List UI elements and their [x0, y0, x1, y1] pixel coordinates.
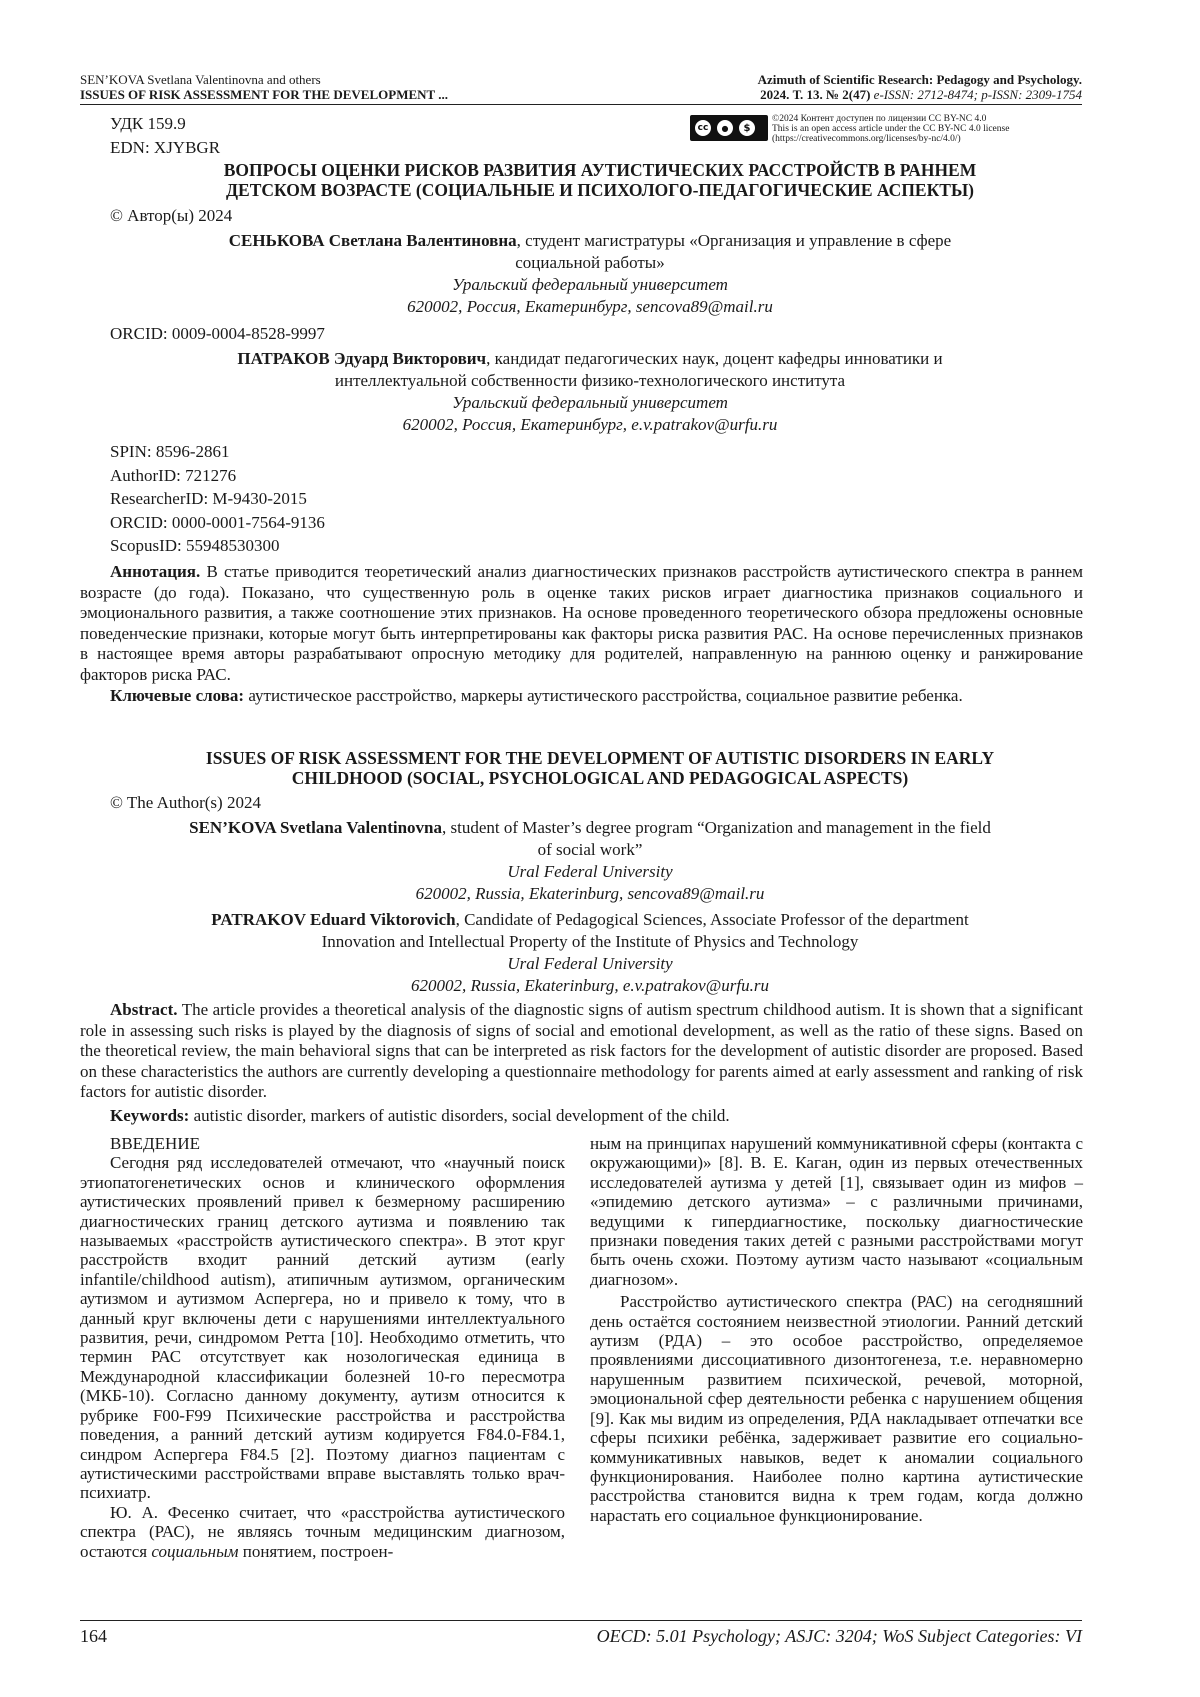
- header-divider: [80, 104, 1082, 105]
- body-column-left: [80, 1134, 565, 1561]
- en-author-1-name: SEN’KOVA Svetlana Valentinovna: [189, 818, 442, 837]
- en-author-1: [90, 817, 1090, 905]
- running-header-left: [80, 72, 600, 102]
- body-column-right: [590, 1134, 1083, 1525]
- running-header-right: [622, 72, 1082, 102]
- ru-title-line-1: ВОПРОСЫ ОЦЕНКИ РИСКОВ РАЗВИТИЯ АУТИСТИЧЕСКИХ РАССТРОЙСТВ В РАННЕМ: [223, 160, 977, 180]
- orcid-id: ORCID: 0000-0001-7564-9136: [110, 512, 325, 532]
- page-number: 164: [80, 1626, 107, 1646]
- ru-author-2-position: , кандидат педагогических наук, доцент кафедры инноватики и: [486, 349, 943, 368]
- body-paragraph: Ю. А. Фесенко считает, что «расстройства аутистического спектра (РАС), не являясь точным медицинским диагнозом, остаются социальным понятием, построен-: [80, 1502, 565, 1561]
- by-icon: ●: [715, 118, 735, 138]
- ru-keywords-label: Ключевые слова:: [110, 686, 245, 705]
- en-title: [100, 748, 1100, 788]
- body-paragraph: Сегодня ряд исследователей отмечают, что «научный поиск этиопатогенетических основ и клинического оформления аутистических проявлений привел к безмерному расширению диагностических границ детского аутизма и появлению так называемых «расстройств аутистического спектра». В этот круг расстройств входит ранний детский аутизм (early infantile/childhood autism), атипичным аутизмом, органическим аутизмом и аутизмом Аспергера, но и привело к тому, что в данный круг включены дети с нарушениями интеллектуального развития, речи, синдромом Ретта [10]. Необходимо отметить, что термин РАС отсутствует как нозологическая единица в Международной классификации болезней 10-го пересмотра (МКБ-10). Согласно данному документу, аутизм относится к рубрике F00-F99 Психические расстройства и расстройства поведения, а ранний детский аутизм кодируется F84.0-F84.1, синдром Аспергера F84.5 [2]. Поэтому диагноз пациентам с аутистическими расстройствами вправе выставлять только врач-психиатр.: [80, 1153, 565, 1503]
- article-identifiers: [110, 112, 220, 160]
- nc-icon: $: [737, 118, 757, 138]
- en-title-line-2: CHILDHOOD (SOCIAL, PSYCHOLOGICAL AND PEDAGOGICAL ASPECTS): [291, 768, 909, 788]
- ru-title: [100, 160, 1100, 200]
- ru-author-1-position: , студент магистратуры «Организация и управление в сфере: [516, 231, 952, 250]
- researcher-id: ResearcherID: M-9430-2015: [110, 489, 307, 508]
- license-line-ru: ©2024 Контент доступен по лицензии CC BY-NC 4.0: [772, 114, 987, 124]
- header-volume: 2024. Т. 13. № 2(47): [760, 87, 871, 102]
- en-author-2-address: 620002, Russia, Ekaterinburg, e.v.patrakov@urfu.ru: [411, 976, 769, 995]
- ru-author-1-university: Уральский федеральный университет: [452, 275, 728, 294]
- header-journal: Azimuth of Scientific Research: Pedagogy and Psychology.: [757, 72, 1082, 87]
- en-keywords-label: Keywords:: [110, 1106, 190, 1125]
- body-paragraph: Расстройство аутистического спектра (РАС) на сегодняшний день остаётся состоянием неизвестной этиологии. Ранний детский аутизм (РДА) – это особое расстройство, определяемое проявлениями диссоциативного дизонтогенеза, т.е. неравномерно нарушенным развитием психической, речевой, моторной, эмоциональной сфер деятельности ребенка с нарушением общения [9]. Как мы видим из определения, РДА накладывает отпечатки все сферы психики ребёнка, задерживает развитие его социально-коммуникативных навыков, ведет к аномалии социального функционирования. Наиболее полно картина аутистические расстройства становится видна к трем годам, когда должно нарастать его социальное функционирование.: [590, 1292, 1083, 1525]
- spin-id: SPIN: 8596-2861: [110, 442, 230, 461]
- license-text: [772, 114, 1092, 144]
- author-ids: [110, 440, 325, 558]
- ru-author-1-address: 620002, Россия, Екатеринбург, sencova89@mail.ru: [407, 297, 773, 316]
- header-issn: e-ISSN: 2712-8474; p-ISSN: 2309-1754: [870, 87, 1082, 102]
- ru-author-1-orcid: ORCID: 0009-0004-8528-9997: [110, 324, 325, 343]
- header-authors: SEN’KOVA Svetlana Valentinovna and others: [80, 72, 321, 87]
- udk-code: УДК 159.9: [110, 114, 186, 133]
- ru-author-2-university: Уральский федеральный университет: [452, 393, 728, 412]
- header-issue: [622, 87, 1082, 102]
- ru-abstract-label: Аннотация.: [110, 562, 201, 581]
- subject-classification: OECD: 5.01 Psychology; ASJC: 3204; WoS Subject Categories: VI: [596, 1626, 1082, 1646]
- en-keywords: [80, 1106, 1083, 1127]
- edn-code: EDN: XJYBGR: [110, 138, 221, 157]
- en-author-2-position-cont: Innovation and Intellectual Property of the Institute of Physics and Technology: [321, 932, 859, 951]
- license-link[interactable]: (https://creativecommons.org/licenses/by-nc/4.0/): [772, 134, 961, 144]
- ru-title-line-2: ДЕТСКОМ ВОЗРАСТЕ (СОЦИАЛЬНЫЕ И ПСИХОЛОГО-ПЕДАГОГИЧЕСКИЕ АСПЕКТЫ): [226, 180, 974, 200]
- intro-heading: ВВЕДЕНИЕ: [110, 1134, 200, 1153]
- ru-author-2-name: ПАТРАКОВ Эдуард Викторович: [237, 349, 487, 368]
- ru-copyright: © Автор(ы) 2024: [110, 206, 233, 225]
- en-author-2-position: , Candidate of Pedagogical Sciences, Associate Professor of the department: [455, 910, 969, 929]
- en-abstract-label: Abstract.: [110, 1000, 178, 1019]
- en-author-1-position: , student of Master’s degree program “Organization and management in the field: [442, 818, 991, 837]
- en-copyright: © The Author(s) 2024: [110, 793, 261, 812]
- en-abstract: [80, 1000, 1083, 1103]
- author-id: AuthorID: 721276: [110, 465, 237, 485]
- en-title-line-1: ISSUES OF RISK ASSESSMENT FOR THE DEVELOPMENT OF AUTISTIC DISORDERS IN EARLY: [205, 748, 995, 768]
- en-author-1-address: 620002, Russia, Ekaterinburg, sencova89@mail.ru: [415, 884, 765, 903]
- ru-author-2: [150, 348, 1030, 436]
- header-short-title: ISSUES OF RISK ASSESSMENT FOR THE DEVELOPMENT ...: [80, 87, 448, 102]
- scopus-id: ScopusID: 55948530300: [110, 536, 280, 555]
- en-author-2-university: Ural Federal University: [507, 954, 673, 973]
- ru-author-1-position-cont: социальной работы»: [515, 253, 665, 272]
- ru-abstract: [80, 562, 1083, 685]
- en-author-1-position-cont: of social work”: [537, 840, 643, 859]
- license-block: [690, 114, 1090, 144]
- en-author-2: [90, 909, 1090, 997]
- en-keywords-text: autistic disorder, markers of autistic disorders, social development of the child.: [189, 1106, 730, 1125]
- footer-divider: [80, 1620, 1082, 1621]
- license-line-en: This is an open access article under the CC BY-NC 4.0 license: [772, 124, 1010, 134]
- ru-author-1-name: СЕНЬКОВА Светлана Валентиновна: [228, 231, 517, 250]
- body-paragraph: ным на принципах нарушений коммуникативной сферы (контакта с окружающими)» [8]. В. Е. Каган, один из первых отечественных исследователей аутизма у детей [1], связывает один из мифов – «эпидемию детского аутизма» – с различными причинами, ведущими к гипердиагностике, поскольку диагностические признаки поведения таких детей с разными расстройствами могут быть очень схожи. Поэтому аутизм часто называют «социальным диагнозом».: [590, 1134, 1083, 1289]
- ru-author-2-address: 620002, Россия, Екатеринбург, e.v.patrakov@urfu.ru: [402, 415, 778, 434]
- ru-author-1: [150, 230, 1030, 318]
- cc-icon: cc: [693, 118, 713, 138]
- ru-keywords: [80, 686, 1083, 707]
- en-abstract-text: The article provides a theoretical analysis of the diagnostic signs of autism spectrum childhood autism. It is shown that a significant role in assessing such risks is played by the diagnosis of signs of social and emotional development, as well as the ratio of these signs. Based on the theoretical review, the main behavioral signs that can be interpreted as risk factors for the development of autistic disorder are proposed. Based on these characteristics the authors are currently developing a questionnaire methodology for parents aimed at early assessment and ranking of risk factors for autistic disorder.: [80, 1000, 1083, 1101]
- en-author-2-name: PATRAKOV Eduard Viktorovich: [211, 910, 456, 929]
- ru-abstract-text: В статье приводится теоретический анализ диагностических признаков расстройств аутистического спектра в раннем возрасте (до года). Показано, что существенную роль в оценке таких рисков играет диагностика признаков социального и эмоционального развития, а также соотношение этих признаков. На основе проведенного теоретического обзора предложены основные поведенческие признаки, которые могут быть интерпретированы как факторы риска развития РАС. На основе перечисленных признаков в настоящее время авторы разрабатывают опросную методику для родителей, направленную на раннюю оценку и ранжирование факторов риска РАС.: [80, 562, 1083, 684]
- ru-keywords-text: аутистическое расстройство, маркеры аутистического расстройства, социальное развитие ребенка.: [244, 686, 963, 705]
- en-author-1-university: Ural Federal University: [507, 862, 673, 881]
- cc-by-nc-badge: [690, 115, 768, 141]
- ru-author-2-position-cont: интеллектуальной собственности физико-технологического института: [334, 371, 846, 390]
